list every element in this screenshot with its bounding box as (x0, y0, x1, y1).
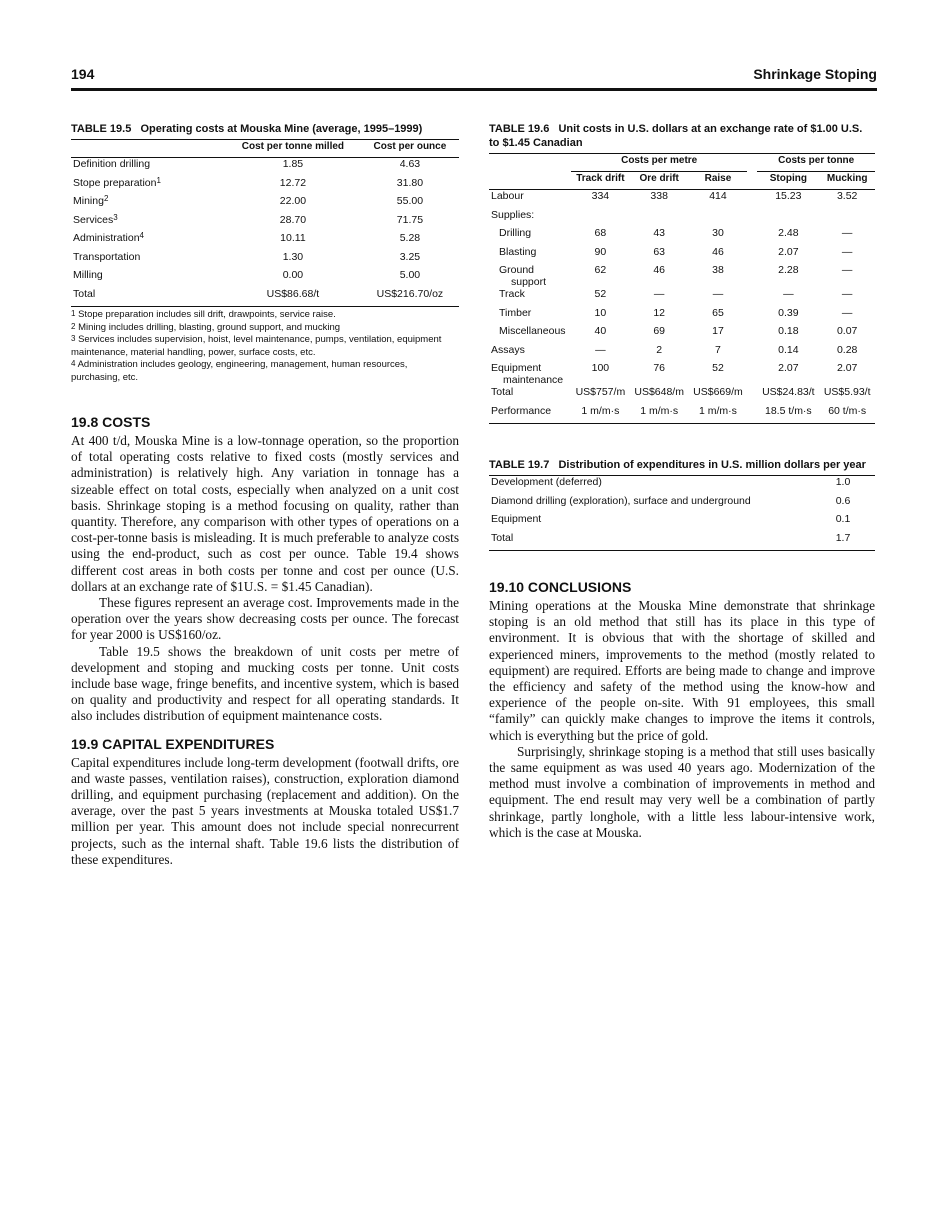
cost-per-ounce: 5.00 (399, 269, 421, 281)
table-row (71, 251, 459, 270)
value-cell: — (841, 245, 853, 258)
table-row (489, 227, 875, 246)
row-label-continued: maintenance (503, 374, 564, 386)
row-label: Mining$^2$ (73, 194, 109, 207)
table-row (489, 264, 875, 288)
value-cell: 38 (712, 264, 724, 276)
table-19-7 (489, 475, 875, 551)
table-row (489, 307, 875, 326)
table-row (489, 386, 875, 405)
row-label: Track (499, 288, 525, 300)
value-cell: 12 (653, 306, 666, 319)
table-row (489, 190, 875, 209)
running-title: Shrinkage Stoping (753, 66, 877, 82)
table-row (489, 246, 875, 265)
table-row (71, 177, 459, 196)
footnote: $^2$ Mining includes drilling, blasting, ground support, and mucking (71, 321, 341, 333)
value-cell (630, 209, 689, 228)
value-cell: 60 t/m·s (828, 404, 867, 417)
cost-per-tonne: 28.70 (279, 213, 307, 226)
spacer-cell (747, 405, 757, 424)
value-cell: 1.7 (835, 531, 851, 544)
row-label: Assays (491, 343, 525, 356)
row-label: Drilling (499, 227, 532, 239)
footnote: $^3$ Services includes supervision, hoist, level maintenance, pumps, ventilation, equipment maintenance, material handling, power, surface costs, etc. (71, 334, 442, 358)
value-cell: US$757/m (575, 386, 626, 398)
value-cell: 334 (591, 190, 610, 202)
paragraph: These figures represent an average cost. Improvements made in the operation over the years show decreasing costs per ounce. The forecast for year 2000 is US$160/oz. (71, 595, 459, 643)
table-19-5-footnotes (71, 309, 459, 384)
table-row (489, 209, 875, 228)
value-cell: 40 (594, 325, 607, 337)
value-cell: 43 (653, 227, 666, 239)
row-label-continued: support (511, 276, 547, 288)
value-cell: 0.39 (778, 306, 799, 319)
value-cell: 46 (712, 245, 724, 258)
row-label: Miscellaneous (499, 325, 566, 337)
row-label: Milling (73, 269, 103, 281)
table-19-5-col-header: Cost per ounce (373, 141, 447, 152)
table-row (71, 214, 459, 233)
row-label: Performance (491, 404, 552, 417)
spacer-cell (747, 362, 757, 386)
value-cell: 2.48 (778, 227, 799, 239)
table-19-6-col-header: Stoping (769, 173, 807, 184)
spacer-cell (747, 190, 757, 209)
table-row (489, 362, 875, 386)
row-label: Services$^3$ (73, 212, 118, 226)
table-19-7-caption: TABLE 19.7 Distribution of expenditures in U.S. million dollars per year (489, 459, 866, 471)
table-19-6-group-header: Costs per metre (571, 154, 747, 172)
value-cell: 63 (653, 245, 666, 258)
value-cell: 1 m/m·s (640, 404, 679, 417)
footnote-number: 1 (71, 309, 76, 318)
value-cell: 1.0 (835, 476, 851, 488)
right-column (489, 122, 875, 841)
paragraph: Capital expenditures include long-term development (footwall drifts, ore and waste passes, ventilation raises), construction, exploration diamond drilling, and equipment purchasing (replacement and addition). On the average, over the past 5 years investments at Mouska totaled US$1.7 million per year. This amount does not include special nonrecurrent projects, such as the internal shaft. Table 19.6 lists the distribution of these expenditures. (71, 754, 459, 867)
table-19-5-caption: TABLE 19.5 Operating costs at Mouska Mine (average, 1995–1999) (71, 123, 423, 135)
row-label: Total (491, 531, 514, 544)
cost-per-tonne: US$86.68/t (266, 287, 320, 300)
table-19-5 (71, 139, 459, 307)
row-label: Development (deferred) (491, 476, 602, 488)
value-cell: 338 (650, 190, 668, 202)
cost-per-ounce: 71.75 (396, 213, 424, 226)
value-cell (689, 209, 748, 228)
spacer-cell (747, 307, 757, 326)
value-cell: — (712, 288, 724, 300)
table-19-6-col-header: Raise (704, 173, 732, 184)
value-cell: 15.23 (775, 190, 802, 202)
cost-per-tonne: 1.30 (282, 250, 304, 263)
row-label: Labour (491, 190, 524, 202)
table-19-6-col-header: Mucking (826, 173, 868, 184)
value-cell: 2.07 (778, 245, 799, 258)
table-row (489, 344, 875, 363)
value-cell: US$5.93/t (823, 386, 871, 398)
row-label: Supplies: (491, 208, 535, 221)
row-label: Timber (499, 306, 532, 319)
page-number: 194 (71, 66, 95, 82)
value-cell: 65 (712, 306, 724, 319)
row-label: Diamond drilling (exploration), surface and underground (491, 494, 751, 507)
value-cell: 46 (653, 264, 666, 276)
row-label: Blasting (499, 245, 537, 258)
cost-per-ounce: 5.28 (399, 232, 421, 244)
paragraph: Surprisingly, shrinkage stoping is a method that still uses basically the same equipment as was used 40 years ago. Modernization of the method must involve a combination of improvements in method and equipment. The end result may very well be a combination of partly shrinkage, partly longhole, with a little less labour-intensive work, which is the case at Mouska. (489, 743, 875, 840)
paragraph: Table 19.5 shows the breakdown of unit costs per metre of development and stoping and mucking costs per tonne. Unit costs include base wage, fringe benefits, and incentive system, which is based on quality and productivity and respect for all operating standards. It also includes distribution of equipment maintenance costs. (71, 643, 459, 724)
table-19-6-group-header: Costs per tonne (757, 154, 875, 172)
table-19-6-col-header: Ore drift (639, 173, 679, 184)
row-label: Administration$^4$ (73, 231, 144, 244)
table-19-6-col-header: Track drift (576, 173, 625, 184)
cost-per-ounce: US$216.70/oz (376, 287, 444, 300)
cost-per-tonne: 10.11 (280, 232, 306, 244)
value-cell (819, 209, 875, 228)
value-cell: 3.52 (836, 190, 858, 202)
footnote-marker: 1 (156, 175, 161, 185)
table-row (489, 288, 875, 307)
value-cell: — (841, 264, 853, 276)
value-cell: 0.18 (778, 325, 799, 337)
value-cell: 90 (594, 245, 607, 258)
value-cell: US$669/m (693, 386, 743, 398)
section-19-10-heading: 19.10 CONCLUSIONS (489, 579, 632, 595)
section-19-8-heading: 19.8 COSTS (71, 414, 151, 430)
value-cell: 2.28 (778, 264, 799, 276)
value-cell: 1 m/m·s (581, 404, 620, 417)
footnote-number: 3 (71, 334, 76, 343)
value-cell: 414 (709, 190, 727, 202)
value-cell: 0.6 (835, 494, 851, 507)
table-row (489, 495, 875, 514)
value-cell: 30 (712, 227, 724, 239)
cost-per-ounce: 31.80 (396, 176, 424, 189)
value-cell: — (783, 288, 794, 300)
table-19-6 (489, 153, 875, 424)
value-cell: 62 (594, 264, 607, 276)
cost-per-ounce: 4.63 (399, 158, 421, 170)
table-row (71, 269, 459, 288)
value-cell: 7 (715, 343, 721, 356)
footnote: $^1$ Stope preparation includes sill drift, drawpoints, service raise. (71, 309, 336, 320)
spacer-cell (747, 227, 757, 246)
value-cell: 0.14 (778, 343, 799, 356)
table-row (489, 325, 875, 344)
footnote-marker: 4 (139, 231, 144, 240)
row-label: Equipment maintenance (491, 362, 564, 386)
value-cell: 2.07 (836, 362, 858, 374)
value-cell: 10 (594, 306, 607, 319)
footnote-marker: 2 (103, 194, 109, 203)
left-column (71, 122, 459, 868)
value-cell: 2 (656, 343, 663, 356)
value-cell: US$648/m (634, 386, 684, 398)
footnote-number: 4 (71, 359, 76, 368)
value-cell: 69 (653, 325, 666, 337)
value-cell: 0.1 (835, 513, 851, 525)
table-row (489, 532, 875, 551)
value-cell: 68 (594, 227, 607, 239)
cost-per-ounce: 3.25 (399, 250, 421, 263)
value-cell: 18.5 t/m·s (765, 404, 812, 417)
paragraph: Mining operations at the Mouska Mine demonstrate that shrinkage stoping is an old method that still has its place in this type of environment. It is obvious that with the shortage of skilled and experienced miners, improvements to the method (mostly related to equipment) are required. Efforts are being made to change and improve the efficiency and safety of the method using the know-how and experience of the people on-site. With 91 employees, this small “family” can quickly make changes to improve the items it controls, which is everything but the price of gold. (489, 598, 875, 743)
table-19-5-col-header: Cost per tonne milled (241, 141, 345, 152)
table-row (71, 195, 459, 214)
table-row (489, 513, 875, 532)
row-label: Equipment (491, 513, 542, 525)
spacer-cell (747, 325, 757, 344)
table-row (71, 232, 459, 251)
table-19-6-caption: TABLE 19.6 Unit costs in U.S. dollars at an exchange rate of $1.00 U.S. to $1.45 Canadian (489, 123, 863, 149)
value-cell: 76 (653, 362, 666, 374)
row-label: Transportation (73, 250, 141, 263)
row-label: Total (491, 386, 514, 398)
table-row (489, 476, 875, 495)
section-19-9-heading: 19.9 CAPITAL EXPENDITURES (71, 735, 275, 752)
spacer-cell (747, 209, 757, 228)
spacer-cell (747, 264, 757, 288)
cost-per-tonne: 12.72 (279, 176, 307, 189)
value-cell: — (841, 227, 853, 239)
footnote-number: 2 (71, 321, 76, 331)
cost-per-ounce: 55.00 (396, 195, 424, 207)
paragraph: At 400 t/d, Mouska Mine is a low-tonnage operation, so the proportion of total operating costs relative to fixed costs (mostly services and administration) is relatively high. Any variation in tonnage has a sizeable effect on total costs, especially when analyzed on a unit cost basis. Shrinkage stoping is a method focusing on quality, rather than quantity. Therefore, any comparison with other types of operations on a cost-per-tonne basis is misleading. It is much preferable to analyze costs using the end-product, such as cost per ounce. Table 19.4 shows different cost areas in both costs per tonne and cost per ounce (U.S. dollars at an exchange rate of $1U.S. = $1.45 Canadian). (71, 433, 459, 594)
value-cell: 52 (712, 362, 724, 374)
spacer-cell (747, 386, 757, 405)
footnote-marker: 3 (113, 212, 118, 222)
cost-per-tonne: 0.00 (282, 269, 304, 281)
value-cell: 100 (591, 362, 610, 374)
page-header (71, 64, 877, 91)
row-label: Stope preparation$^1$ (73, 175, 161, 189)
value-cell: 1 m/m·s (698, 404, 737, 417)
value-cell: 0.28 (836, 343, 858, 356)
value-cell: 2.07 (778, 362, 799, 374)
table-row (71, 288, 459, 307)
value-cell (757, 209, 819, 228)
value-cell: — (841, 306, 853, 319)
cost-per-tonne: 22.00 (279, 195, 307, 207)
cost-per-tonne: 1.85 (282, 158, 304, 170)
value-cell: — (841, 288, 853, 300)
value-cell: — (595, 343, 606, 356)
value-cell: 17 (712, 325, 724, 337)
value-cell: US$24.83/t (762, 386, 815, 398)
value-cell: — (653, 288, 665, 300)
table-row (71, 158, 459, 177)
spacer-cell (747, 288, 757, 307)
table-row (489, 405, 875, 424)
footnote: $^4$ Administration includes geology, engineering, management, human resources, purchasing, etc. (71, 359, 408, 383)
row-label: Definition drilling (73, 158, 151, 170)
row-label: Total (73, 287, 96, 300)
spacer-cell (747, 246, 757, 265)
value-cell: 0.07 (836, 325, 858, 337)
row-label: Ground support (499, 264, 547, 288)
spacer-cell (747, 344, 757, 363)
value-cell (571, 209, 630, 228)
value-cell: 52 (594, 288, 607, 300)
